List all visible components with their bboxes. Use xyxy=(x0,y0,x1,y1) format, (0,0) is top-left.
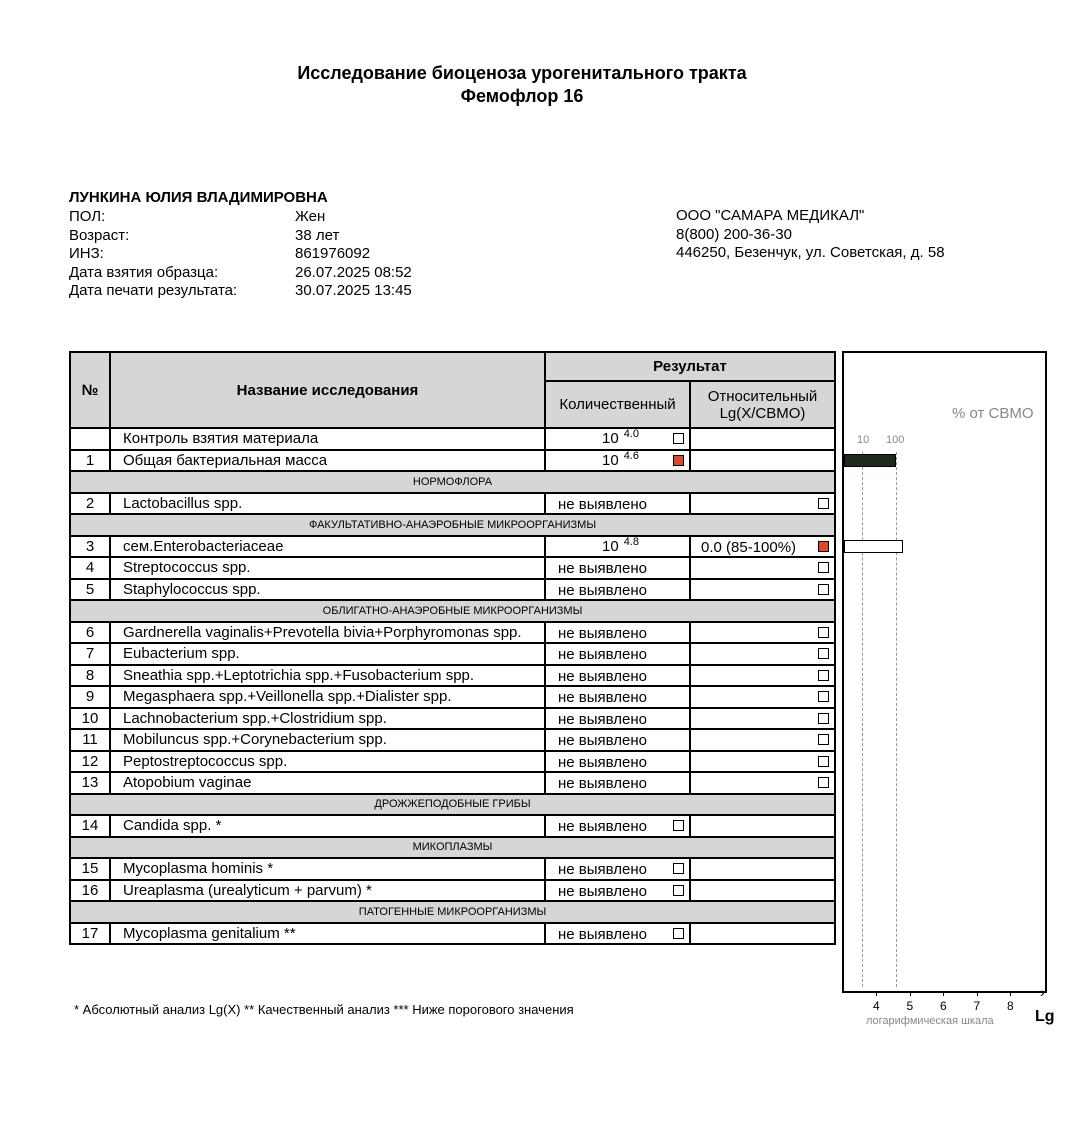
row-number: 4 xyxy=(70,557,110,579)
flag-marker-empty xyxy=(673,863,684,874)
qty-cell xyxy=(545,643,690,665)
not-detected-text: не выявлено xyxy=(558,753,648,771)
qty-cell xyxy=(545,772,690,794)
qty-exponent: 4.6 xyxy=(623,449,639,462)
chart-bar xyxy=(844,454,896,468)
flag-marker-empty xyxy=(818,691,829,702)
test-name: Lachnobacterium spp.+Clostridium spp. xyxy=(110,708,545,730)
test-name: Lactobacillus spp. xyxy=(110,493,545,515)
not-detected-text: не выявлено xyxy=(558,925,648,943)
table-row xyxy=(70,665,835,687)
test-name: Peptostreptococcus spp. xyxy=(110,751,545,773)
not-detected-text: не выявлено xyxy=(558,560,648,577)
test-name: Staphylococcus spp. xyxy=(110,579,545,601)
test-name: Sneathia spp.+Leptotrichia spp.+Fusobacterium spp. xyxy=(110,665,545,687)
qty-base: 10 xyxy=(602,430,619,447)
not-detected-text: не выявлено xyxy=(558,710,648,728)
test-name: Mycoplasma hominis * xyxy=(110,858,545,880)
table-row xyxy=(70,686,835,708)
flag-marker-empty xyxy=(673,433,684,444)
qty-value xyxy=(602,430,639,447)
table-row xyxy=(70,557,835,579)
rel-cell xyxy=(690,772,835,794)
section-label: НОРМОФЛОРА xyxy=(70,471,835,493)
x-tick xyxy=(910,991,911,996)
lab-address: 446250, Безенчук, ул. Советская, д. 58 xyxy=(676,244,945,261)
x-tick-label: 4 xyxy=(873,999,880,1013)
section-row xyxy=(70,794,835,816)
row-number: 15 xyxy=(70,858,110,880)
table-row xyxy=(70,729,835,751)
not-detected-text: не выявлено xyxy=(558,667,648,685)
rel-cell xyxy=(690,622,835,644)
rel-cell xyxy=(690,880,835,902)
x-tick-label: 6 xyxy=(940,999,947,1013)
section-label: ОБЛИГАТНО-АНАЭРОБНЫЕ МИКРООРГАНИЗМЫ xyxy=(70,600,835,622)
table-row xyxy=(70,643,835,665)
section-row xyxy=(70,600,835,622)
col-result-header: Результат xyxy=(545,352,835,381)
row-number: 11 xyxy=(70,729,110,751)
qty-cell xyxy=(545,622,690,644)
qty-cell xyxy=(545,579,690,601)
patient-info xyxy=(69,208,412,301)
row-number: 3 xyxy=(70,536,110,558)
x-axis xyxy=(842,991,1046,992)
qty-base: 10 xyxy=(602,451,619,469)
chart-bar xyxy=(844,540,903,554)
qty-cell xyxy=(545,428,690,450)
rel-cell xyxy=(690,450,835,472)
rel-cell xyxy=(690,665,835,687)
qty-value xyxy=(602,535,639,555)
flag-marker-empty xyxy=(818,777,829,788)
row-number: 7 xyxy=(70,643,110,665)
rel-cell xyxy=(690,923,835,945)
flag-marker-empty xyxy=(818,498,829,509)
not-detected-text: не выявлено xyxy=(558,646,648,663)
not-detected-text: не выявлено xyxy=(558,495,648,513)
info-label: Возраст: xyxy=(69,226,130,244)
x-tick-label: 5 xyxy=(906,999,914,1013)
qty-cell xyxy=(545,708,690,730)
not-detected-text: не выявлено xyxy=(558,624,648,642)
test-name: Streptococcus spp. xyxy=(110,557,545,579)
rel-cell xyxy=(690,708,835,730)
test-name: Candida spp. * xyxy=(110,815,545,837)
test-name: Atopobium vaginae xyxy=(110,772,545,794)
table-row xyxy=(70,493,835,515)
row-number: 8 xyxy=(70,665,110,687)
table-row xyxy=(70,708,835,730)
row-number: 1 xyxy=(70,450,110,472)
table-row xyxy=(70,450,835,472)
qty-base: 10 xyxy=(602,537,619,555)
flag-marker-empty xyxy=(818,584,829,595)
rel-cell xyxy=(690,815,835,837)
section-row xyxy=(70,837,835,859)
info-row-print-date xyxy=(69,282,412,301)
row-number: 12 xyxy=(70,751,110,773)
info-value: Жен xyxy=(295,208,326,225)
lab-info xyxy=(676,207,945,263)
flag-marker-filled xyxy=(673,455,684,466)
x-tick xyxy=(977,991,978,996)
qty-cell xyxy=(545,686,690,708)
qty-cell xyxy=(545,923,690,945)
flag-marker-empty xyxy=(673,820,684,831)
row-number: 5 xyxy=(70,579,110,601)
qty-cell xyxy=(545,729,690,751)
x-axis-label: логарифмическая шкала xyxy=(866,1015,994,1027)
flag-marker-empty xyxy=(818,670,829,681)
info-value: 861976092 xyxy=(295,245,371,262)
pct-svmo-label: % от СВМО xyxy=(952,405,1034,422)
qty-exponent: 4.8 xyxy=(623,535,639,548)
x-tick-label: 8 xyxy=(1007,999,1014,1013)
test-name: сем.Enterobacteriaceae xyxy=(110,536,545,558)
chart-frame xyxy=(842,351,1047,993)
test-name: Контроль взятия материала xyxy=(110,428,545,450)
col-num-header: № xyxy=(70,352,110,428)
not-detected-text: не выявлено xyxy=(558,775,648,792)
row-number xyxy=(70,428,110,450)
qty-cell xyxy=(545,858,690,880)
flag-marker-empty xyxy=(673,885,684,896)
x-tick xyxy=(876,991,877,996)
section-label: ФАКУЛЬТАТИВНО-АНАЭРОБНЫЕ МИКРООРГАНИЗМЫ xyxy=(70,514,835,536)
info-value: 26.07.2025 08:52 xyxy=(295,263,412,281)
not-detected-text: не выявлено xyxy=(558,732,648,749)
table-row xyxy=(70,536,835,558)
axis-arrow-icon: › xyxy=(1040,984,1045,1000)
not-detected-text: не выявлено xyxy=(558,689,648,706)
info-value: 30.07.2025 13:45 xyxy=(295,282,412,299)
flag-marker-empty xyxy=(818,734,829,745)
lab-phone: 8(800) 200-36-30 xyxy=(676,225,792,243)
row-number: 16 xyxy=(70,880,110,902)
info-row-sample-date xyxy=(69,264,412,283)
qty-cell xyxy=(545,665,690,687)
info-row-age xyxy=(69,227,412,246)
qty-cell xyxy=(545,751,690,773)
row-number: 6 xyxy=(70,622,110,644)
rel-cell xyxy=(690,493,835,515)
test-name: Mycoplasma genitalium ** xyxy=(110,923,545,945)
rel-cell xyxy=(690,858,835,880)
table-row xyxy=(70,751,835,773)
qty-cell xyxy=(545,557,690,579)
info-label: ИНЗ: xyxy=(69,245,104,262)
row-number: 10 xyxy=(70,708,110,730)
info-label: Дата взятия образца: xyxy=(69,263,219,281)
x-tick-label: 7 xyxy=(973,999,981,1013)
pct-tick-label: 10 xyxy=(857,434,870,446)
x-tick xyxy=(943,991,944,996)
row-number: 17 xyxy=(70,923,110,945)
info-label: Дата печати результата: xyxy=(69,282,238,299)
flag-marker-empty xyxy=(818,648,829,659)
row-number: 14 xyxy=(70,815,110,837)
pct-tick-label: 100 xyxy=(886,434,905,446)
flag-marker-empty xyxy=(818,627,829,638)
section-label: МИКОПЛАЗМЫ xyxy=(70,837,835,859)
table-row xyxy=(70,579,835,601)
section-row xyxy=(70,901,835,923)
flag-marker-empty xyxy=(818,562,829,573)
qty-exponent: 4.0 xyxy=(623,428,639,440)
section-label: ДРОЖЖЕПОДОБНЫЕ ГРИБЫ xyxy=(70,794,835,816)
info-label: ПОЛ: xyxy=(69,208,106,225)
flag-marker-empty xyxy=(818,713,829,724)
info-row-sex xyxy=(69,208,412,227)
flag-marker-filled xyxy=(818,541,829,552)
test-name: Gardnerella vaginalis+Prevotella bivia+Porphyromonas spp. xyxy=(110,622,545,644)
report-title: Исследование биоценоза урогенитального тракта xyxy=(297,63,747,83)
flag-marker-empty xyxy=(673,928,684,939)
row-number: 9 xyxy=(70,686,110,708)
flag-marker-empty xyxy=(818,756,829,767)
rel-value: 0.0 (85-100%) xyxy=(701,538,797,556)
header-row xyxy=(70,352,835,381)
rel-cell xyxy=(690,729,835,751)
qty-cell xyxy=(545,493,690,515)
report-subtitle: Фемофлор 16 xyxy=(460,86,584,106)
section-label: ПАТОГЕННЫЕ МИКРООРГАНИЗМЫ xyxy=(70,901,835,923)
not-detected-text: не выявлено xyxy=(558,882,648,900)
test-name: Eubacterium spp. xyxy=(110,643,545,665)
col-qty-header: Количественный xyxy=(545,381,690,428)
section-row xyxy=(70,514,835,536)
lab-name: ООО "САМАРА МЕДИКАЛ" xyxy=(676,207,865,224)
qty-value xyxy=(602,449,639,469)
rel-cell xyxy=(690,643,835,665)
rel-cell xyxy=(690,686,835,708)
test-name: Mobiluncus spp.+Corynebacterium spp. xyxy=(110,729,545,751)
patient-name: ЛУНКИНА ЮЛИЯ ВЛАДИМИРОВНА xyxy=(69,189,328,206)
not-detected-text: не выявлено xyxy=(558,861,648,878)
footnote: * Абсолютный анализ Lg(X) ** Качественный анализ *** Ниже порогового значения xyxy=(74,1002,574,1017)
qty-cell xyxy=(545,815,690,837)
table-row xyxy=(70,923,835,945)
row-number: 2 xyxy=(70,493,110,515)
pct-100-gridline xyxy=(896,452,897,987)
rel-cell xyxy=(690,536,835,558)
table-row xyxy=(70,622,835,644)
table-row xyxy=(70,880,835,902)
col-rel-header: Относительный Lg(X/СВМО) xyxy=(690,381,835,428)
unit-label: Lg xyxy=(1035,1008,1055,1025)
rel-cell xyxy=(690,579,835,601)
pct-10-gridline xyxy=(862,452,863,987)
results-table xyxy=(69,351,836,945)
col-name-header: Название исследования xyxy=(110,352,545,428)
qty-cell xyxy=(545,536,690,558)
rel-cell xyxy=(690,751,835,773)
test-name: Общая бактериальная масса xyxy=(110,450,545,472)
row-number: 13 xyxy=(70,772,110,794)
info-row-inz xyxy=(69,245,412,264)
qty-cell xyxy=(545,880,690,902)
section-row xyxy=(70,471,835,493)
not-detected-text: не выявлено xyxy=(558,581,648,599)
table-row xyxy=(70,772,835,794)
table-row xyxy=(70,428,835,450)
table-row xyxy=(70,858,835,880)
x-tick xyxy=(1010,991,1011,996)
test-name: Megasphaera spp.+Veillonella spp.+Dialister spp. xyxy=(110,686,545,708)
not-detected-text: не выявлено xyxy=(558,818,648,835)
qty-cell xyxy=(545,450,690,472)
info-value: 38 лет xyxy=(295,226,340,244)
rel-cell xyxy=(690,428,835,450)
rel-cell xyxy=(690,557,835,579)
test-name: Ureaplasma (urealyticum + parvum) * xyxy=(110,880,545,902)
table-row xyxy=(70,815,835,837)
